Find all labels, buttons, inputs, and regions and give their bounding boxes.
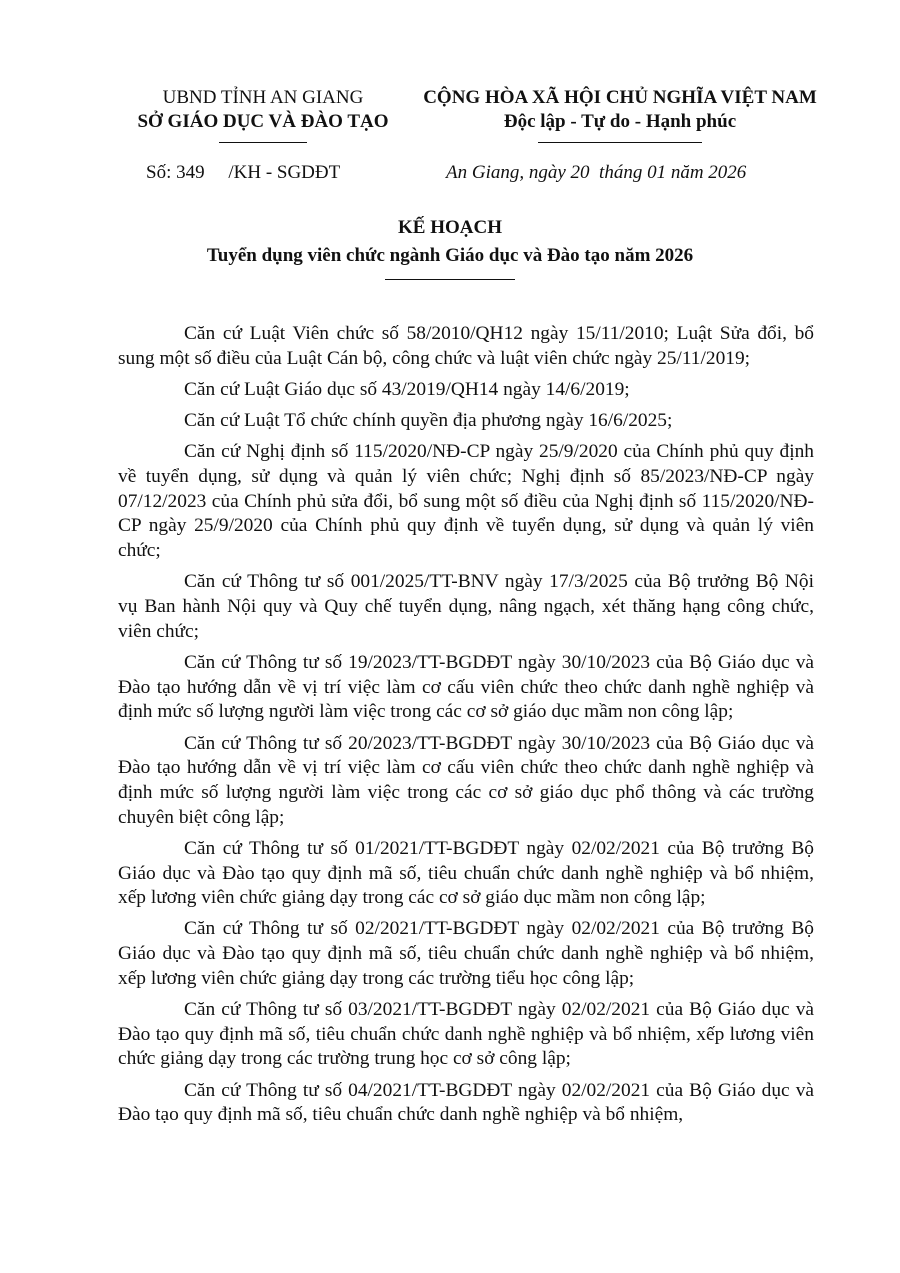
legal-basis-paragraph: Căn cứ Thông tư số 03/2021/TT-BGDĐT ngày 02/02/2021 của Bộ Giáo dục và Đào tạo quy định mã số, tiêu chuẩn chức danh nghề nghiệp và bổ nhiệm, xếp lương viên chức giảng dạy trong các trường trung học cơ sở công lập; <box>118 999 814 1070</box>
legal-basis-paragraph: Căn cứ Thông tư số 19/2023/TT-BGDĐT ngày 30/10/2023 của Bộ Giáo dục và Đào tạo hướng dẫn về vị trí việc làm cơ cấu viên chức theo chức danh nghề nghiệp và định mức số lượng người làm việc trong các cơ sở giáo dục mầm non công lập; <box>118 651 814 723</box>
legal-basis-paragraph: Căn cứ Nghị định số 115/2020/NĐ-CP ngày 25/9/2020 của Chính phủ quy định về tuyển dụng, sử dụng và quản lý viên chức; Nghị định số 85/2023/NĐ-CP ngày 07/12/2023 của Chính phủ sửa đổi, bổ sung một số điều của Nghị định số 115/2020/NĐ-CP ngày 25/9/2020 của Chính phủ quy định về tuyển dụng, sử dụng và quản lý viên chức; <box>118 441 814 562</box>
legal-basis-paragraph: Căn cứ Luật Tổ chức chính quyền địa phương ngày 16/6/2025; <box>184 410 673 432</box>
agency-name: UBND TỈNH AN GIANG <box>162 87 364 108</box>
document-number: Số: 349 /KH - SGDĐT <box>146 162 341 183</box>
document-header <box>0 86 900 156</box>
issuing-agency-block <box>118 86 408 143</box>
document-body <box>118 322 814 1135</box>
legal-basis-paragraph: Căn cứ Thông tư số 20/2023/TT-BGDĐT ngày 30/10/2023 của Bộ Giáo dục và Đào tạo hướng dẫn về vị trí việc làm cơ cấu viên chức theo chức danh nghề nghiệp và định mức số lượng người làm việc trong các cơ sở giáo dục phổ thông và các trường chuyên biệt công lập; <box>118 732 814 828</box>
agency-underline <box>219 142 307 143</box>
national-title-block <box>414 86 826 143</box>
title-underline <box>385 279 515 280</box>
place-and-date: An Giang, ngày 20 tháng 01 năm 2026 <box>446 162 747 183</box>
national-motto: Độc lập - Tự do - Hạnh phúc <box>503 111 737 132</box>
legal-basis-paragraph: Căn cứ Thông tư số 001/2025/TT-BNV ngày 17/3/2025 của Bộ trưởng Bộ Nội vụ Ban hành Nội quy và Quy chế tuyển dụng, nâng ngạch, xét thăng hạng công chức, viên chức; <box>118 571 814 642</box>
legal-basis-paragraph: Căn cứ Thông tư số 04/2021/TT-BGDĐT ngày 02/02/2021 của Bộ Giáo dục và Đào tạo quy định mã số, tiêu chuẩn chức danh nghề nghiệp và bổ nhiệm, <box>118 1079 814 1126</box>
legal-basis-paragraph: Căn cứ Luật Giáo dục số 43/2019/QH14 ngày 14/6/2019; <box>184 378 630 400</box>
department-name: SỞ GIÁO DỤC VÀ ĐÀO TẠO <box>137 111 389 132</box>
document-type: KẾ HOẠCH <box>398 217 502 238</box>
document-title-block <box>0 215 900 280</box>
document-meta-line <box>0 160 900 186</box>
legal-basis-paragraph: Căn cứ Thông tư số 01/2021/TT-BGDĐT ngày 02/02/2021 của Bộ trưởng Bộ Giáo dục và Đào tạo quy định mã số, tiêu chuẩn chức danh nghề nghiệp và bổ nhiệm, xếp lương viên chức giảng dạy trong các cơ sở giáo dục mầm non công lập; <box>118 837 814 909</box>
legal-basis-paragraph: Căn cứ Thông tư số 02/2021/TT-BGDĐT ngày 02/02/2021 của Bộ trưởng Bộ Giáo dục và Đào tạo quy định mã số, tiêu chuẩn chức danh nghề nghiệp và bổ nhiệm, xếp lương viên chức giảng dạy trong các trường tiểu học công lập; <box>118 918 814 989</box>
nation-name: CỘNG HÒA XÃ HỘI CHỦ NGHĨA VIỆT NAM <box>423 87 817 108</box>
document-subject: Tuyển dụng viên chức ngành Giáo dục và Đào tạo năm 2026 <box>206 245 694 266</box>
legal-basis-paragraph: Căn cứ Luật Viên chức số 58/2010/QH12 ngày 15/11/2010; Luật Sửa đổi, bổ sung một số điều của Luật Cán bộ, công chức và luật viên chức ngày 25/11/2019; <box>118 323 814 369</box>
motto-underline <box>538 142 702 143</box>
